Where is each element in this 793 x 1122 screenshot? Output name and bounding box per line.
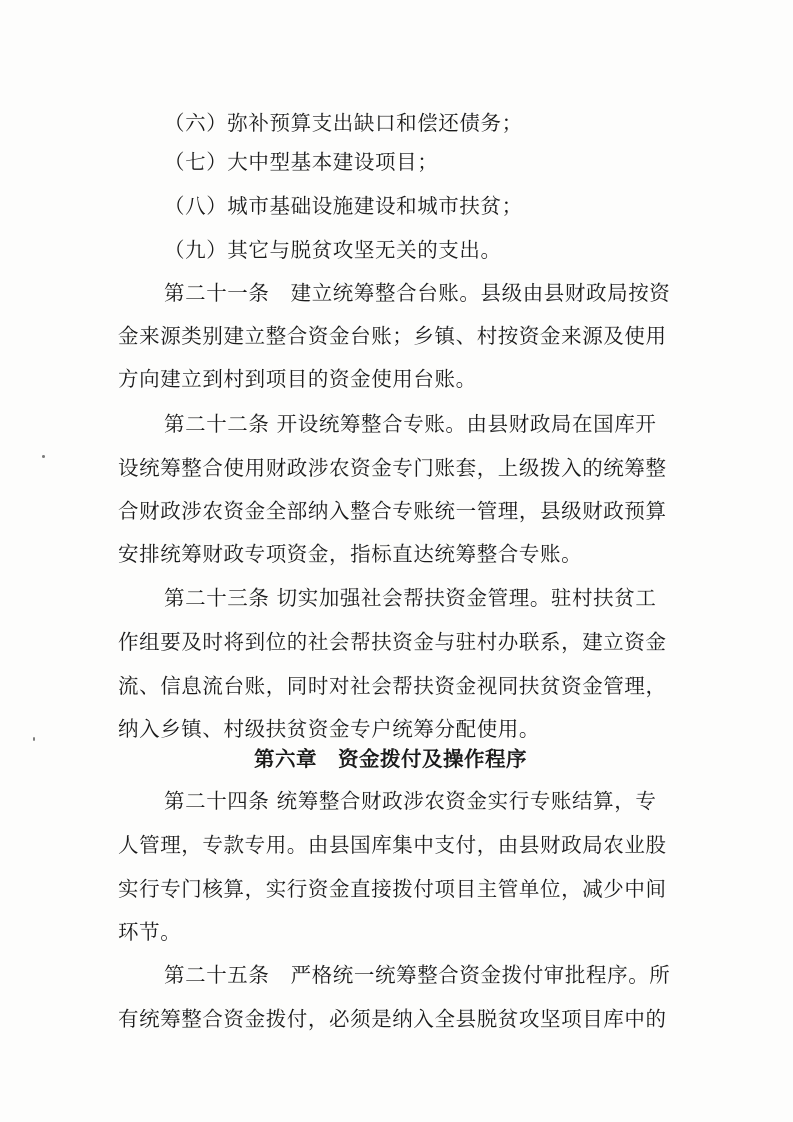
text-line: 第二十一条 建立统筹整合台账。县级由县财政局按资	[164, 281, 671, 305]
text-line: 纳入乡镇、村级扶贫资金专户统筹分配使用。	[118, 717, 540, 741]
text-line: 金来源类别建立整合资金台账；乡镇、村按资金来源及使用	[118, 324, 667, 348]
text-line: 第二十三条 切实加强社会帮扶资金管理。驻村扶贫工	[164, 586, 657, 610]
text-line: 实行专门核算，实行资金直接拨付项目主管单位，减少中间	[118, 877, 667, 901]
text-line: 方向建立到村到项目的资金使用台账。	[118, 367, 477, 391]
text-line: （七）大中型基本建设项目；	[164, 150, 439, 174]
text-line: 第二十五条 严格统一统筹整合资金拨付审批程序。所	[164, 963, 671, 987]
text-line: 第二十二条 开设统筹整合专账。由县财政局在国库开	[164, 412, 657, 436]
text-line: 第二十四条 统筹整合财政涉农资金实行专账结算，专	[164, 789, 657, 813]
text-line: 安排统筹财政专项资金，指标直达统筹整合专账。	[118, 542, 583, 566]
scan-speck	[33, 737, 35, 741]
chapter-heading: 第六章 资金拨付及操作程序	[254, 747, 527, 771]
scan-speck	[42, 455, 45, 458]
text-line: 流、信息流台账，同时对社会帮扶资金视同扶贫资金管理，	[118, 674, 667, 698]
text-line: 合财政涉农资金全部纳入整合专账统一管理，县级财政预算	[118, 499, 667, 523]
text-line: 有统筹整合资金拨付，必须是纳入全县脱贫攻坚项目库中的	[118, 1007, 667, 1031]
text-line: （六）弥补预算支出缺口和偿还债务；	[164, 111, 523, 135]
text-line: 环节。	[118, 920, 182, 944]
text-line: 人管理，专款专用。由县国库集中支付，由县财政局农业股	[118, 833, 667, 857]
text-line: 设统筹整合使用财政涉农资金专门账套，上级拨入的统筹整	[118, 456, 667, 480]
text-line: （八）城市基础设施建设和城市扶贫；	[164, 194, 523, 218]
text-line: （九）其它与脱贫攻坚无关的支出。	[164, 238, 502, 262]
text-line: 作组要及时将到位的社会帮扶资金与驻村办联系，建立资金	[118, 630, 667, 654]
